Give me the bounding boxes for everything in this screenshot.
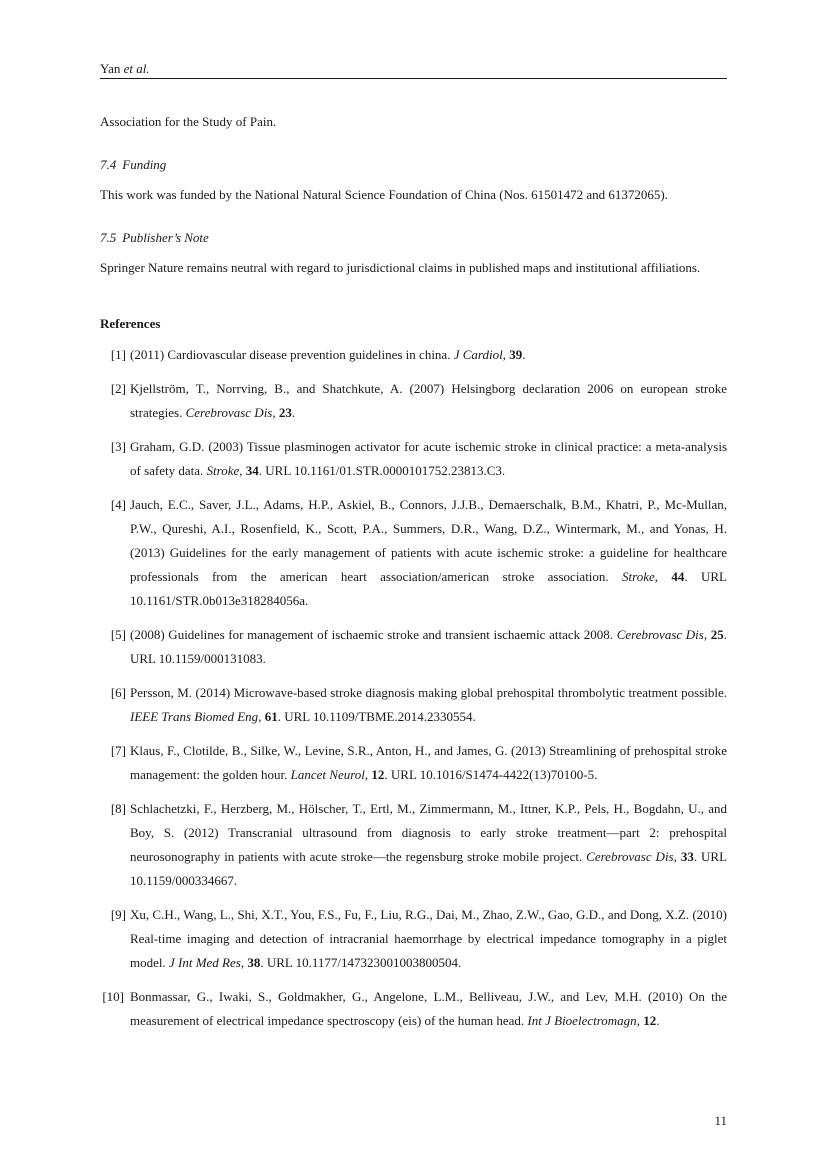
section-number: 7.4 xyxy=(100,157,117,172)
reference-text: Kjellström, T., Norrving, B., and Shatchkute, A. (2007) Helsingborg declaration 2006 on european stroke strategies. xyxy=(130,381,727,420)
reference-tail: . xyxy=(656,1013,660,1028)
reference-volume: 12 xyxy=(643,1013,657,1028)
header-etal: et al. xyxy=(123,61,150,76)
page-number: 11 xyxy=(714,1113,727,1128)
section-title: Publisher’s Note xyxy=(122,230,209,245)
section-heading-funding xyxy=(100,156,166,174)
reference-label: [10] xyxy=(102,989,124,1004)
reference-tail: . xyxy=(522,347,526,362)
reference-journal: Cerebrovasc Dis xyxy=(185,405,273,420)
reference-label: [2] xyxy=(110,381,126,396)
reference-tail: . URL 10.1161/01.STR.0000101752.23813.C3. xyxy=(258,463,506,478)
reference-label: [7] xyxy=(110,743,126,758)
reference-tail: . URL 10.1177/147323001003800504. xyxy=(260,955,462,970)
reference-item xyxy=(100,903,727,975)
funding-paragraph: This work was funded by the National Natural Science Foundation of China (Nos. 61501472 and 61372065). xyxy=(100,187,668,202)
reference-journal: Cerebrovasc Dis xyxy=(616,627,704,642)
reference-item xyxy=(100,739,727,787)
reference-item xyxy=(100,493,727,613)
section-heading-publishers-note xyxy=(100,229,209,247)
reference-label: [8] xyxy=(110,801,126,816)
reference-list xyxy=(100,343,727,1043)
reference-sep: , xyxy=(240,955,248,970)
reference-label: [6] xyxy=(110,685,126,700)
reference-tail: . xyxy=(291,405,296,420)
reference-item xyxy=(100,435,727,483)
reference-text: Graham, G.D. (2003) Tissue plasminogen activator for acute ischemic stroke in clinical practice: a meta-analysis of safety data. xyxy=(130,439,727,478)
reference-volume: 12 xyxy=(371,767,385,782)
reference-text: Schlachetzki, F., Herzberg, M., Hölscher, T., Ertl, M., Zimmermann, M., Ittner, K.P., Pels, H., Bogdahn, U., and Boy, S. (2012) Transcranial ultrasound from diagnosis to early stroke treatment—part 2: prehospital neurosonography in patients with acute stroke—the regensburg stroke mobile project. xyxy=(130,801,727,864)
reference-journal: Int J Bioelectromagn xyxy=(527,1013,637,1028)
reference-text: Persson, M. (2014) Microwave-based stroke diagnosis making global prehospital thrombolytic treatment possible. xyxy=(130,685,727,700)
reference-journal: Stroke xyxy=(206,463,240,478)
reference-text: (2008) Guidelines for management of ischaemic stroke and transient ischaemic attack 2008. xyxy=(130,627,617,642)
reference-volume: 34 xyxy=(245,463,259,478)
running-header xyxy=(100,60,727,78)
reference-volume: 44 xyxy=(671,569,685,584)
reference-volume: 23 xyxy=(278,405,292,420)
reference-item xyxy=(100,343,727,367)
reference-journal: Cerebrovasc Dis xyxy=(586,849,674,864)
reference-sep: , xyxy=(239,463,246,478)
reference-sep: , xyxy=(272,405,279,420)
reference-item xyxy=(100,377,727,425)
reference-journal: Stroke xyxy=(622,569,655,584)
reference-sep: , xyxy=(364,767,372,782)
reference-volume: 33 xyxy=(680,849,694,864)
reference-journal: J Int Med Res xyxy=(169,955,241,970)
reference-journal: J Cardiol xyxy=(453,347,503,362)
reference-sep: , xyxy=(703,627,711,642)
reference-sep: , xyxy=(636,1013,644,1028)
reference-tail: . URL 10.1161/STR.0b013e318284056a. xyxy=(130,569,727,608)
reference-item xyxy=(100,681,727,729)
reference-label: [5] xyxy=(110,627,126,642)
reference-text: Klaus, F., Clotilde, B., Silke, W., Levine, S.R., Anton, H., and James, G. (2013) Streamlining of prehospital stroke management: the golden hour. xyxy=(130,743,727,782)
references-heading: References xyxy=(100,316,161,331)
reference-tail: . URL 10.1159/000131083. xyxy=(130,627,728,666)
reference-journal: Lancet Neurol xyxy=(290,767,365,782)
section-number: 7.5 xyxy=(100,230,117,245)
reference-tail: . URL 10.1159/000334667. xyxy=(130,849,728,888)
reference-sep: , xyxy=(654,569,672,584)
reference-sep: , xyxy=(673,849,681,864)
reference-volume: 38 xyxy=(247,955,261,970)
reference-sep: , xyxy=(502,347,510,362)
reference-item xyxy=(100,623,727,671)
reference-tail: . URL 10.1016/S1474-4422(13)70100-5. xyxy=(384,767,598,782)
reference-item xyxy=(100,985,727,1033)
reference-label: [3] xyxy=(110,439,126,454)
reference-volume: 25 xyxy=(710,627,724,642)
intro-paragraph: Association for the Study of Pain. xyxy=(100,114,277,129)
reference-volume: 39 xyxy=(509,347,523,362)
reference-text: (2011) Cardiovascular disease prevention guidelines in china. xyxy=(130,347,454,362)
reference-text: Xu, C.H., Wang, L., Shi, X.T., You, F.S., Fu, F., Liu, R.G., Dai, M., Zhao, Z.W., Gao, G.D., and Dong, X.Z. (2010) Real-time imaging and detection of intracranial haemorrhage by electrical impedance tomography in a piglet model. xyxy=(130,907,727,970)
reference-label: [4] xyxy=(110,497,126,512)
reference-sep: , xyxy=(258,709,265,724)
reference-text: Bonmassar, G., Iwaki, S., Goldmakher, G., Angelone, L.M., Belliveau, J.W., and Lev, M.H. (2010) On the measurement of electrical impedance spectroscopy (eis) of the human head. xyxy=(130,989,727,1028)
header-rule xyxy=(100,78,727,79)
header-author: Yan xyxy=(100,61,121,76)
reference-tail: . URL 10.1109/TBME.2014.2330554. xyxy=(277,709,476,724)
section-title: Funding xyxy=(122,157,167,172)
reference-journal: IEEE Trans Biomed Eng xyxy=(130,709,259,724)
reference-text: Jauch, E.C., Saver, J.L., Adams, H.P., Askiel, B., Connors, J.J.B., Demaerschalk, B.M., Khatri, P., Mc-Mullan, P.W., Qureshi, A.I., Rosenfield, K., Scott, P.A., Summers, D.R., Wang, D.Z., Wintermark, M., and Yonas, H. (2013) Guidelines for the early management of patients with acute ischemic stroke: a guideline for healthcare professionals from the american heart association/american stroke association. xyxy=(130,497,727,584)
reference-label: [9] xyxy=(110,907,126,922)
publishers-note-paragraph: Springer Nature remains neutral with regard to jurisdictional claims in published maps and institutional affiliations. xyxy=(100,260,701,275)
reference-item xyxy=(100,797,727,893)
reference-volume: 61 xyxy=(264,709,278,724)
reference-label: [1] xyxy=(110,347,126,362)
